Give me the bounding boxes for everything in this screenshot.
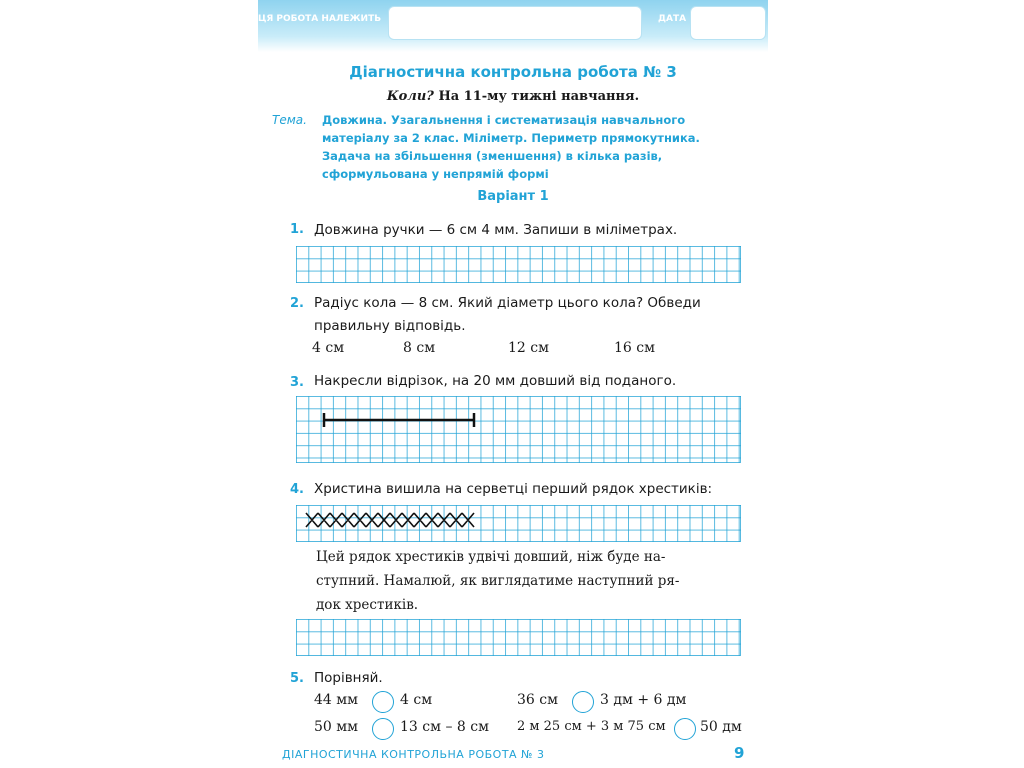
compare-right: 4 см bbox=[400, 692, 433, 708]
date-field[interactable] bbox=[690, 6, 766, 40]
worksheet-page bbox=[258, 0, 768, 768]
task-1-text: Довжина ручки — 6 см 4 мм. Запиши в міліметрах. bbox=[314, 222, 678, 238]
when-question: Коли? bbox=[386, 89, 434, 104]
task-2-option[interactable]: 8 см bbox=[403, 340, 436, 356]
task-5-number: 5. bbox=[290, 671, 304, 686]
cross-stitch-row bbox=[296, 505, 740, 541]
when-answer: На 11-му тижні навчання. bbox=[438, 89, 640, 104]
task-3-text: Накресли відрізок, на 20 мм довший від поданого. bbox=[314, 373, 677, 389]
page-title: Діагностична контрольна робота № 3 bbox=[349, 63, 677, 81]
footer-title: ДІАГНОСТИЧНА КОНТРОЛЬНА РОБОТА № 3 bbox=[282, 748, 545, 761]
compare-circle[interactable] bbox=[572, 691, 594, 713]
task-2-option[interactable]: 4 см bbox=[312, 340, 345, 356]
task-3-drawing-grid[interactable] bbox=[296, 396, 741, 463]
topic-text: Довжина. Узагальнення і систематизація навчального матеріалу за 2 клас. Міліметр. Периметр прямокутника. Задача на збільшення (зменшення) в кілька разів, сформульована у непрямій формі bbox=[322, 113, 700, 181]
compare-left: 2 м 25 см + 3 м 75 см bbox=[517, 719, 666, 734]
task-4-line-1: Цей рядок хрестиків удвічі довший, ніж буде на- bbox=[316, 549, 666, 565]
compare-right: 3 дм + 6 дм bbox=[600, 692, 687, 708]
compare-circle[interactable] bbox=[372, 691, 394, 713]
variant-heading: Варіант 1 bbox=[477, 189, 549, 204]
compare-left: 44 мм bbox=[314, 692, 359, 708]
task-5-text: Порівняй. bbox=[314, 670, 383, 686]
task-4-answer-grid[interactable] bbox=[296, 619, 741, 656]
task-4-text: Христина вишила на серветці перший рядок хрестиків: bbox=[314, 481, 713, 497]
task-2-option[interactable]: 12 см bbox=[508, 340, 549, 356]
date-label: ДАТА bbox=[658, 14, 687, 24]
header-band bbox=[258, 0, 768, 52]
task-4-line-2: ступний. Намалюй, як виглядатиме наступний ря- bbox=[316, 573, 680, 589]
compare-left: 36 см bbox=[517, 692, 558, 708]
given-segment bbox=[296, 396, 740, 462]
task-1-number: 1. bbox=[290, 222, 304, 237]
compare-circle[interactable] bbox=[674, 718, 696, 740]
topic-label: Тема. bbox=[272, 113, 307, 127]
compare-right: 50 дм bbox=[700, 719, 742, 735]
task-2-number: 2. bbox=[290, 296, 304, 311]
task-1-answer-grid[interactable] bbox=[296, 246, 741, 283]
task-4-number: 4. bbox=[290, 482, 304, 497]
owner-name-field[interactable] bbox=[388, 6, 642, 40]
owner-label: ЦЯ РОБОТА НАЛЕЖИТЬ bbox=[258, 14, 382, 24]
task-4-cross-row-grid bbox=[296, 505, 741, 542]
task-4-line-3: док хрестиків. bbox=[316, 597, 419, 613]
task-2-line-2: правильну відповідь. bbox=[314, 318, 466, 334]
task-3-number: 3. bbox=[290, 375, 304, 390]
task-2-line-1: Радіус кола — 8 см. Який діаметр цього кола? Обведи bbox=[314, 295, 701, 311]
compare-right: 13 см – 8 см bbox=[400, 719, 489, 735]
compare-left: 50 мм bbox=[314, 719, 359, 735]
task-2-option[interactable]: 16 см bbox=[614, 340, 655, 356]
compare-circle[interactable] bbox=[372, 718, 394, 740]
page-number: 9 bbox=[734, 744, 745, 762]
when-line bbox=[258, 89, 768, 104]
